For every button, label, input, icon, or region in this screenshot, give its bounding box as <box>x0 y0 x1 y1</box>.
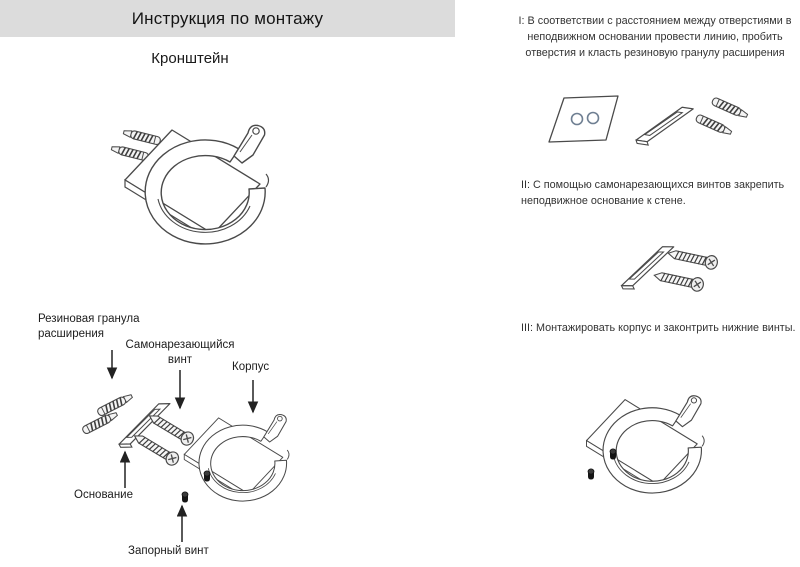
step-1-text: I: В соответствии с расстоянием между отверстиями в неподвижном основании провести линию, пробить отверстия и класть резиновую гранулу расширения <box>518 15 792 60</box>
label-body: Корпус <box>232 361 270 373</box>
product-name: Кронштейн <box>151 50 229 67</box>
locking-screw-icon <box>588 469 594 480</box>
bracket-body-icon <box>587 396 705 493</box>
step-2-text: II: С помощью самонарезающихся винтов закрепить неподвижное основание к стене. <box>521 179 785 208</box>
label-self-tapping-screw: Самонарезающийся винт <box>125 339 235 366</box>
screw-icon <box>667 247 719 271</box>
step-2-illustration <box>602 225 772 310</box>
label-base: Основание <box>74 489 133 501</box>
title-band <box>0 0 455 37</box>
locking-screw-icon <box>610 449 616 460</box>
dowel-icon <box>695 114 733 137</box>
base-part-icon <box>631 104 700 148</box>
label-locking-screw: Запорный винт <box>128 545 209 557</box>
dowel-icon <box>111 144 149 161</box>
label-rubber-plug: Резиновая гранула расширения <box>38 313 140 340</box>
step-1-illustration <box>532 82 777 172</box>
exploded-view <box>20 302 355 567</box>
base-part-icon <box>614 242 683 293</box>
screw-icon <box>653 269 705 293</box>
wall-plate-icon <box>549 96 618 142</box>
dowel-icon <box>123 128 161 145</box>
page-title: Инструкция по монтажу <box>131 9 324 28</box>
step-3-illustration <box>552 365 772 530</box>
bracket-body-icon <box>125 125 269 244</box>
step-3-text: III: Монтажировать корпус и законтрить нижние винты. <box>521 322 796 334</box>
bracket-assembled-illustration <box>82 92 322 267</box>
dowel-icon <box>711 97 749 120</box>
